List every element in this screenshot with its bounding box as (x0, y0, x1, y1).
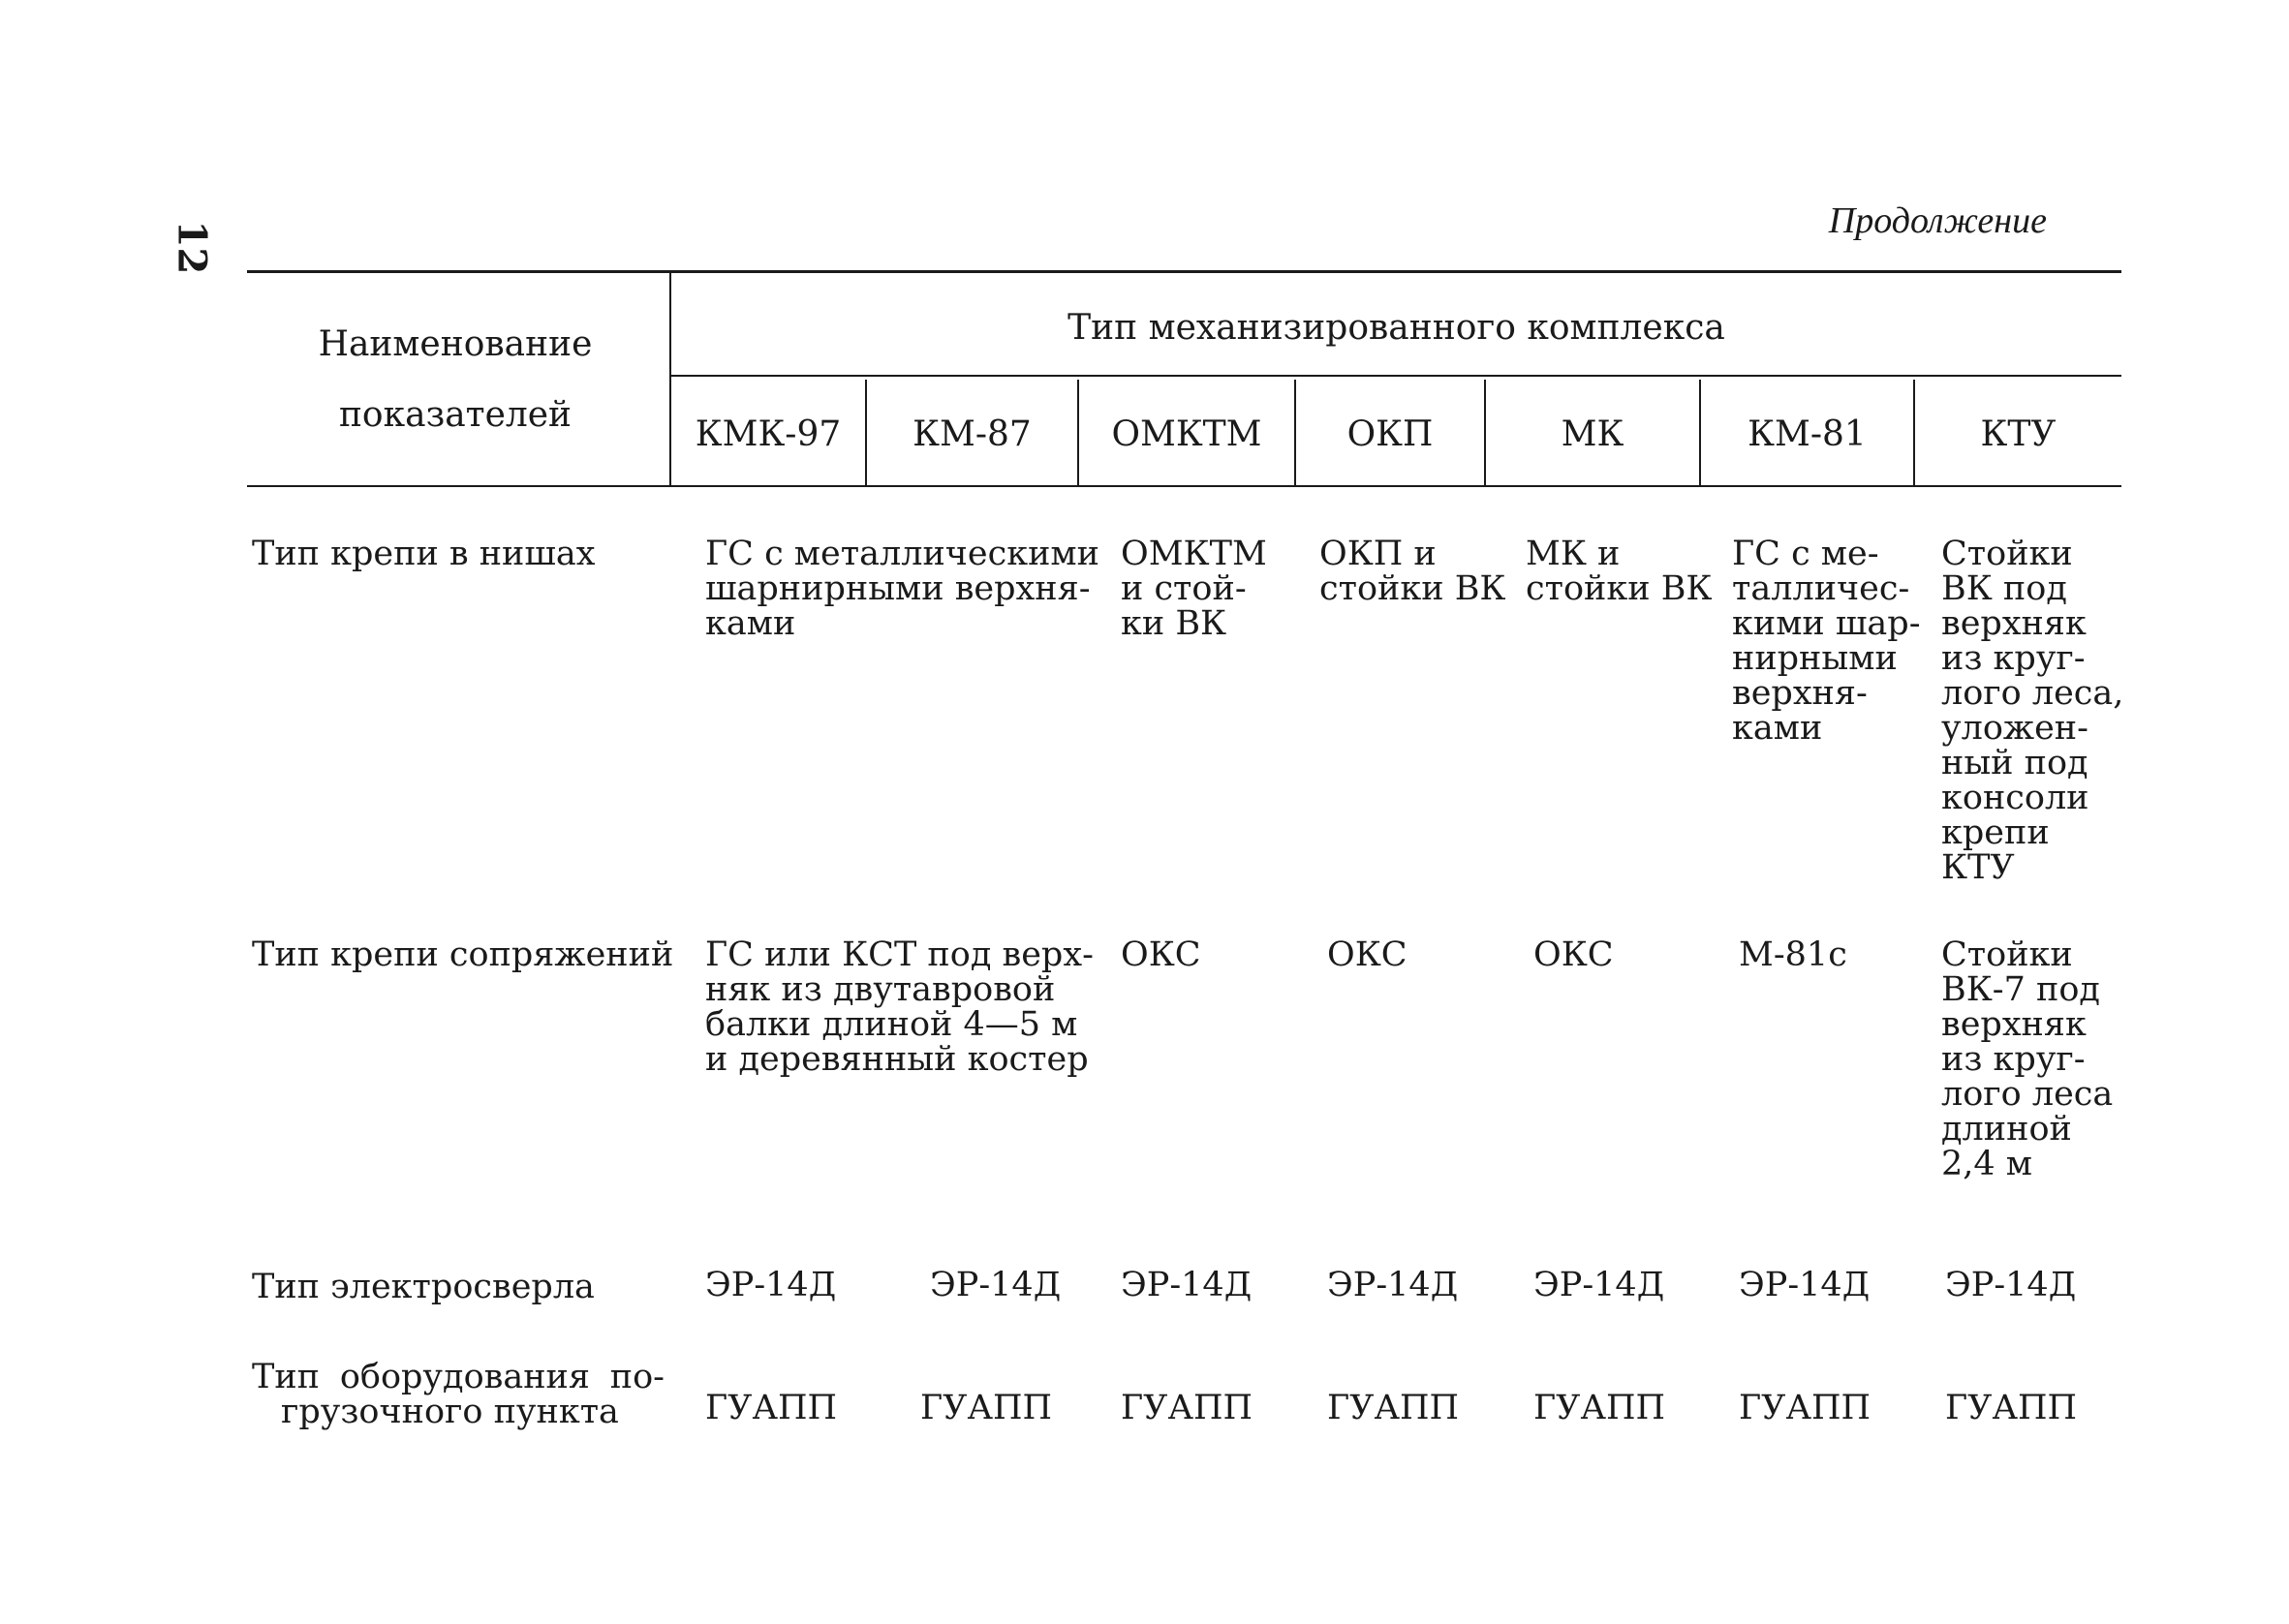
cell-loading-mk: ГУАПП (1533, 1389, 1666, 1427)
cell-junction-km81: М-81с (1739, 935, 1847, 974)
cell-niche-ktu: Стойки ВК под верхняк из круг- лого леса, уложен- ный под консоли крепи КТУ (1941, 535, 2124, 887)
cell-niche-mk: МК и стойки ВК (1526, 535, 1713, 608)
cell-junction-kmk97-km87: ГС или КСТ под верх- няк из двутавровой балки длиной 4—5 м и деревянный костер (705, 935, 1094, 1079)
row-label-loading-equipment-line2: грузочного пункта (281, 1393, 619, 1431)
cell-niche-kmk97-km87: ГС с металлическими шарнирными верхня- ками (705, 535, 1099, 643)
cell-junction-omktm: ОКС (1121, 935, 1201, 974)
column-header-km87: КМ-87 (913, 414, 1032, 454)
continuation-label: Продолжение (1828, 200, 2047, 241)
header-bottom-rule (247, 485, 2121, 487)
indicator-header-line2: показателей (338, 395, 572, 435)
cell-niche-omktm: ОМКТМ и стой- ки ВК (1121, 535, 1267, 643)
cell-drill-okp: ЭР-14Д (1327, 1266, 1459, 1304)
column-header-kmk97: КМК-97 (695, 414, 842, 454)
column-header-ktu: КТУ (1980, 414, 2057, 454)
column-header-omktm: ОМКТМ (1111, 414, 1262, 454)
cell-junction-mk: ОКС (1533, 935, 1614, 974)
table-top-rule (247, 270, 2121, 273)
group-header-rule (671, 375, 2121, 377)
cell-junction-okp: ОКС (1327, 935, 1407, 974)
cell-drill-km87: ЭР-14Д (930, 1266, 1062, 1304)
cell-drill-omktm: ЭР-14Д (1121, 1266, 1253, 1304)
cell-drill-km81: ЭР-14Д (1739, 1266, 1871, 1304)
column-header-mk: МК (1561, 414, 1624, 454)
cell-drill-mk: ЭР-14Д (1533, 1266, 1665, 1304)
cell-loading-omktm: ГУАПП (1121, 1389, 1253, 1427)
indicator-header-line1: Наименование (318, 324, 593, 364)
page-number: 12 (169, 220, 215, 275)
cell-niche-km81: ГС с ме- талличес- кими шар- нирными верхня- ками (1732, 535, 1921, 748)
cell-drill-kmk97: ЭР-14Д (705, 1266, 837, 1304)
row-label-loading-equipment-line1: Тип оборудования по- (252, 1358, 665, 1396)
cell-drill-ktu: ЭР-14Д (1945, 1266, 2077, 1304)
row-label-electric-drill: Тип электросверла (252, 1268, 595, 1306)
cell-junction-ktu: Стойки ВК-7 под верхняк из круг- лого леса длиной 2,4 м (1941, 935, 2114, 1183)
complex-type-header: Тип механизированного комплекса (1067, 308, 1725, 348)
cell-niche-okp: ОКП и стойки ВК (1319, 535, 1506, 608)
cell-loading-km81: ГУАПП (1739, 1389, 1871, 1427)
cell-loading-km87: ГУАПП (920, 1389, 1053, 1427)
column-header-okp: ОКП (1346, 414, 1434, 454)
row-label-niche-support: Тип крепи в нишах (252, 535, 596, 573)
cell-loading-kmk97: ГУАПП (705, 1389, 838, 1427)
header-divider (669, 272, 671, 487)
cell-loading-ktu: ГУАПП (1945, 1389, 2078, 1427)
column-header-km81: КМ-81 (1748, 414, 1867, 454)
row-label-junction-support: Тип крепи сопряжений (252, 935, 674, 974)
cell-loading-okp: ГУАПП (1327, 1389, 1460, 1427)
